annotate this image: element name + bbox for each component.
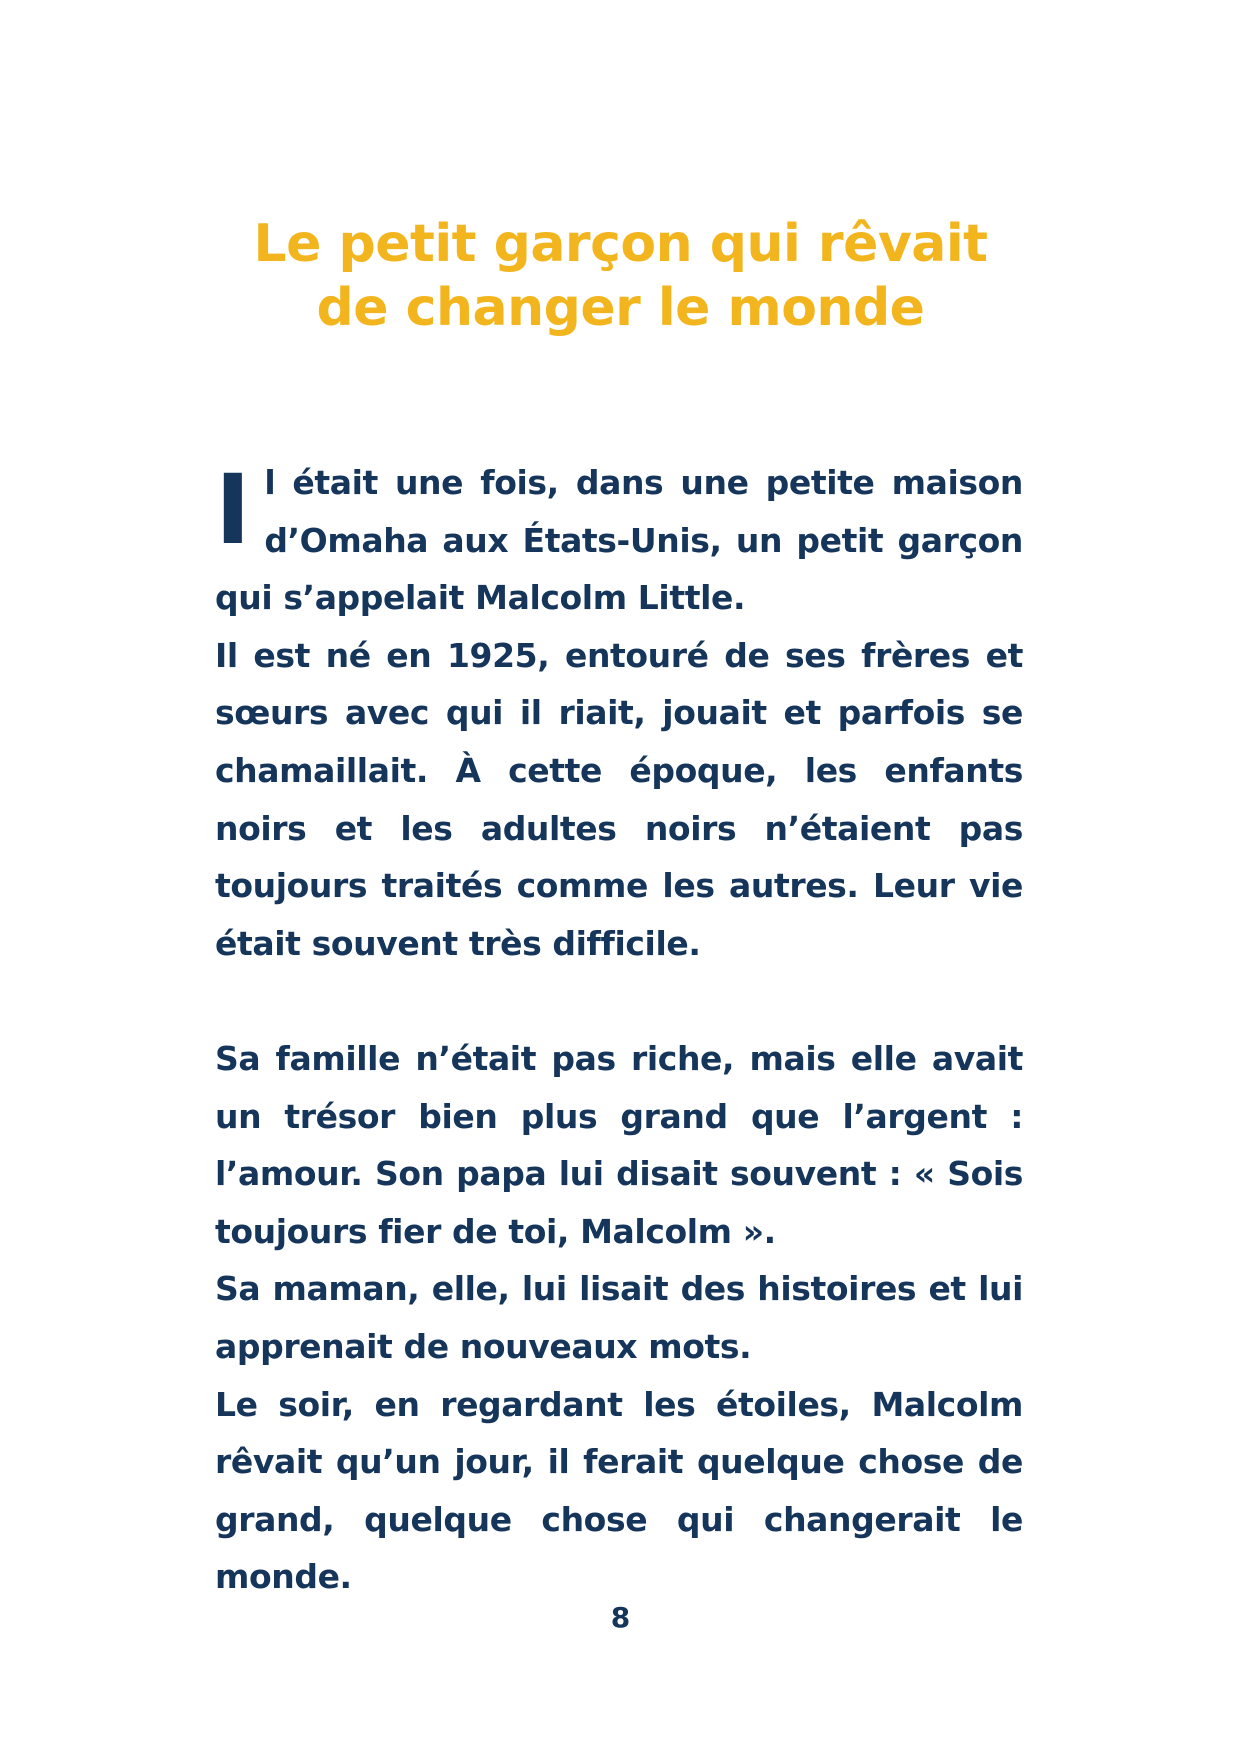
- paragraph-5: Le soir, en regardant les étoiles, Malcolm rêvait qu’un jour, il ferait quelque chose de grand, quelque chose qui changerait le monde.: [215, 1384, 1023, 1597]
- chapter-title-line-1: Le petit garçon qui rêvait: [253, 214, 988, 274]
- chapter-title-line-2: de changer le monde: [316, 278, 925, 338]
- story-text: [215, 454, 1023, 1606]
- paragraph-1-text: l était une fois, dans une petite maison d’Omaha aux États-Unis, un petit garçon qui s’appelait Malcolm Little.: [215, 463, 1023, 618]
- paragraph-spacer: [215, 972, 1023, 1030]
- paragraph-4: Sa maman, elle, lui lisait des histoires et lui apprenait de nouveaux mots.: [215, 1269, 1023, 1366]
- page-number: 8: [610, 1601, 631, 1634]
- paragraph-3: Sa famille n’était pas riche, mais elle avait un trésor bien plus grand que l’argent : l’amour. Son papa lui disait souvent : « Sois toujours fier de toi, Malcolm ».: [215, 1038, 1023, 1251]
- drop-cap: I: [215, 454, 251, 566]
- chapter-title: [0, 212, 1241, 340]
- paragraph-1: [215, 454, 1023, 627]
- paragraph-2: Il est né en 1925, entouré de ses frères et sœurs avec qui il riait, jouait et parfois se chamaillait. À cette époque, les enfants noirs et les adultes noirs n’étaient pas toujours traités comme les autres. Leur vie était souvent très difficile.: [215, 635, 1023, 963]
